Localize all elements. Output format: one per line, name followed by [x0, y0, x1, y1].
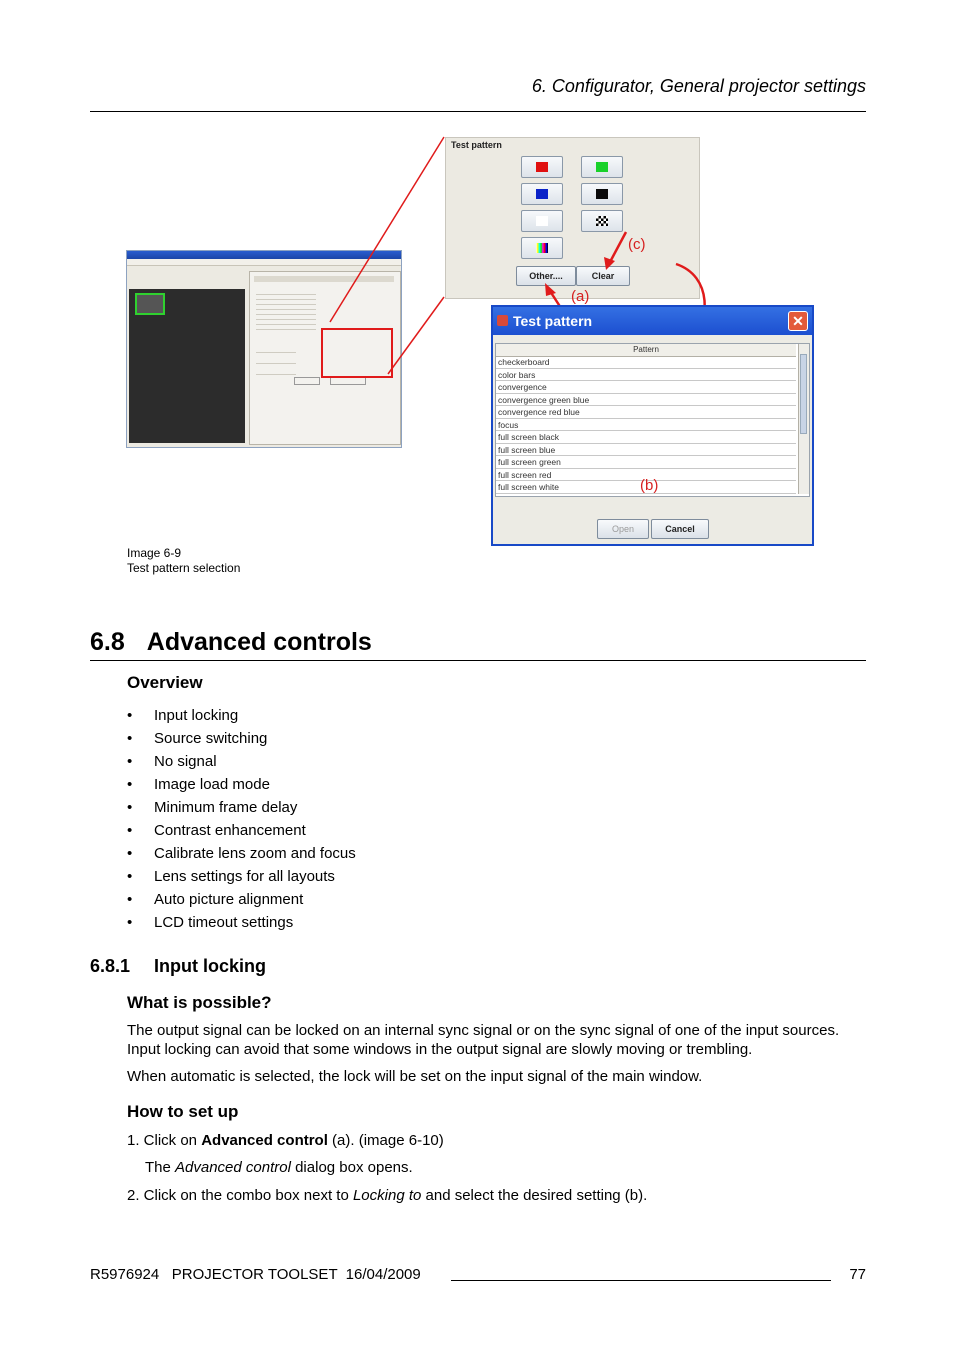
arrow-a-head: [545, 283, 556, 296]
zoom-line-bottom: [388, 297, 444, 374]
annotation-a: (a): [571, 288, 590, 305]
dialog-title: Test pattern: [513, 313, 593, 329]
subsection-number: 6.8.1: [90, 956, 131, 976]
arrow-c: [610, 232, 626, 262]
other-button[interactable]: Other....: [516, 266, 576, 286]
dialog-title-bar: [493, 307, 812, 335]
dialog-app-icon: [497, 315, 508, 326]
list-item[interactable]: focus: [496, 419, 796, 432]
figure-caption: [127, 546, 240, 576]
step-1-result: The Advanced control dialog box opens.: [145, 1159, 413, 1176]
scrollbar-thumb[interactable]: [800, 354, 807, 434]
list-item[interactable]: full screen red: [496, 469, 796, 482]
how-to-heading: How to set up: [127, 1102, 239, 1121]
section-heading: [90, 628, 372, 657]
section-title: Advanced controls: [146, 628, 372, 656]
cancel-button[interactable]: Cancel: [651, 519, 709, 539]
footer-doc-info: R5976924 PROJECTOR TOOLSET 16/04/2009: [90, 1266, 421, 1283]
list-item[interactable]: convergence green blue: [496, 394, 796, 407]
clear-button[interactable]: Clear: [576, 266, 630, 286]
section-number: 6.8: [90, 628, 125, 656]
list-item[interactable]: full screen white: [496, 481, 796, 494]
annotation-c: (c): [628, 236, 646, 253]
list-item[interactable]: color bars: [496, 369, 796, 382]
step-1: 1. Click on Advanced control (a). (image 6-10): [127, 1132, 444, 1149]
what-possible-paragraph-1: [127, 1021, 887, 1059]
what-possible-heading: What is possible?: [127, 993, 272, 1012]
list-item[interactable]: convergence red blue: [496, 406, 796, 419]
list-item[interactable]: full screen blue: [496, 444, 796, 457]
list-item[interactable]: checkerboard: [496, 356, 796, 369]
arrow-c-head: [604, 257, 615, 270]
test-pattern-label: Test pattern: [451, 140, 502, 150]
list-scrollbar[interactable]: [798, 344, 809, 494]
zoom-line-top: [330, 137, 444, 322]
test-pattern-dialog: [491, 305, 814, 546]
caption-number: Image 6-9: [127, 546, 182, 560]
subsection-heading: [90, 956, 266, 977]
step-2: 2. Click on the combo box next to Locking to and select the desired setting (b).: [127, 1187, 648, 1204]
pattern-list[interactable]: [495, 343, 810, 497]
page-number: 77: [849, 1266, 866, 1283]
list-item[interactable]: full screen green: [496, 456, 796, 469]
caption-text: Test pattern selection: [127, 561, 241, 575]
close-icon[interactable]: ✕: [788, 311, 808, 331]
figure-screenshot: [0, 0, 954, 560]
footer-rule: [451, 1280, 831, 1281]
paragraph-line: The output signal can be locked on an internal sync signal or on the sync signal of one of the input sources.: [127, 1022, 840, 1039]
overview-heading: Overview: [127, 673, 203, 692]
annotation-b: (b): [640, 477, 659, 494]
list-item[interactable]: convergence: [496, 381, 796, 394]
running-header: 6. Configurator, General projector settings: [531, 76, 866, 96]
section-rule: [90, 660, 866, 661]
list-item[interactable]: full screen black: [496, 431, 796, 444]
what-possible-paragraph-2: When automatic is selected, the lock will be set on the input signal of the main window.: [127, 1068, 703, 1085]
paragraph-line: Input locking can avoid that some windows in the output signal are slowly moving or trembling.: [127, 1041, 753, 1058]
open-button[interactable]: Open: [597, 519, 649, 539]
subsection-title: Input locking: [154, 956, 267, 976]
pattern-column-header: Pattern: [496, 344, 796, 357]
